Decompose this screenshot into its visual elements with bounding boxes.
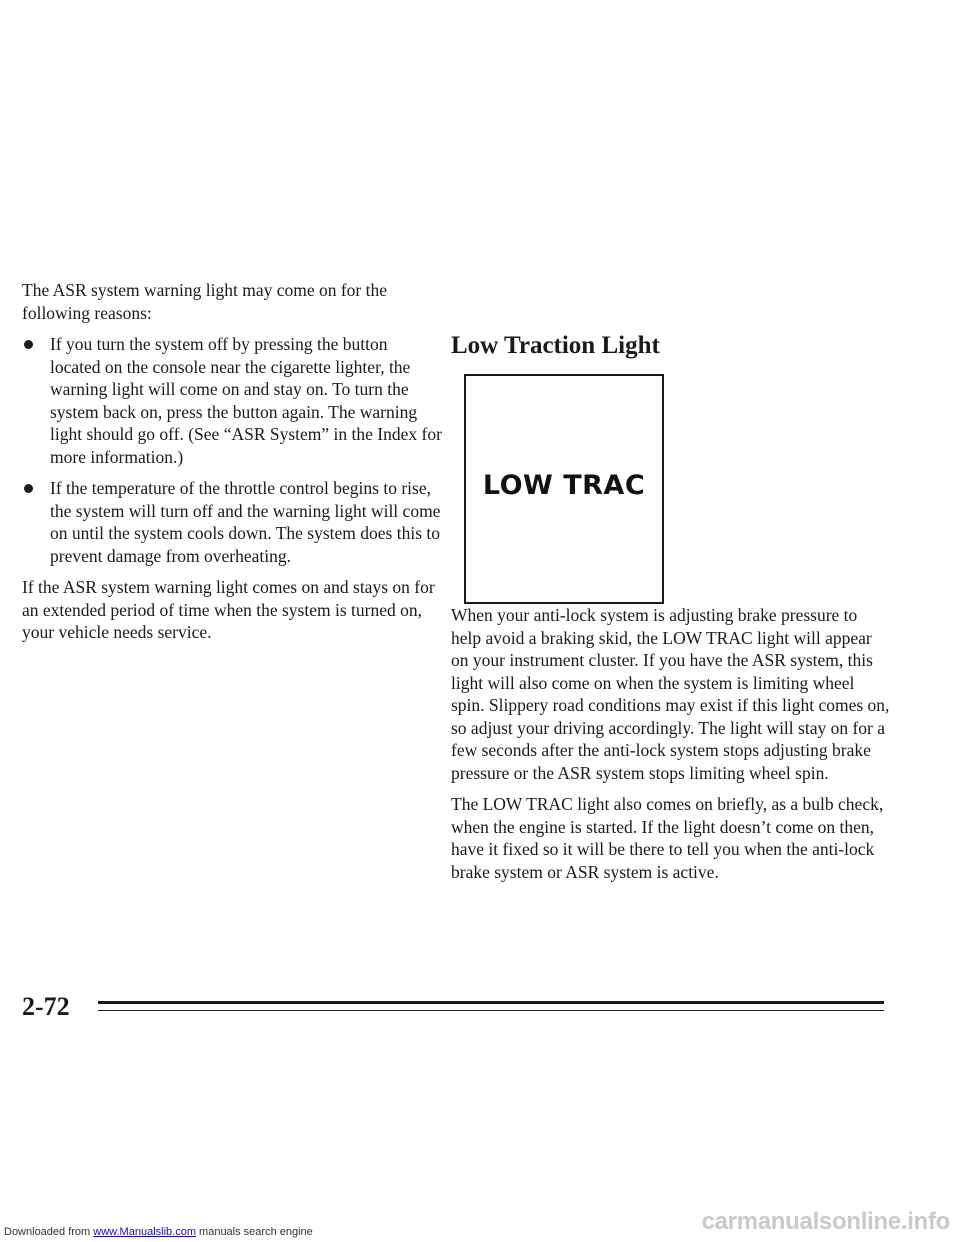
footer-rule: [98, 1001, 884, 1013]
section-title: Low Traction Light: [451, 332, 660, 359]
list-item: [22, 477, 442, 567]
left-column: [22, 279, 442, 644]
bullet-icon: [24, 340, 33, 349]
download-banner: [4, 1226, 313, 1238]
banner-prefix: Downloaded from: [4, 1226, 94, 1238]
reasons-list: [22, 333, 442, 567]
low-trac-indicator-illustration: [464, 374, 664, 604]
intro-paragraph: The ASR system warning light may come on for the following reasons:: [22, 280, 388, 323]
bullet-icon: [24, 484, 33, 493]
watermark: carmanualsonline.info: [701, 1208, 950, 1235]
banner-suffix: manuals search engine: [195, 1226, 313, 1238]
paragraph: The LOW TRAC light also comes on briefly, as a bulb check, when the engine is started. If the light doesn’t come on then, have it fixed so it will be there to tell you when the anti-lock brake system or ASR system is active.: [451, 794, 884, 882]
indicator-label: LOW TRAC: [482, 470, 646, 501]
list-item: [22, 333, 442, 468]
list-item-text: If you turn the system off by pressing the button located on the console near the cigarette lighter, the warning light will come on and stay on. To turn the system back on, press the button again. The warning light should go off. (See “ASR System” in the Index for more information.): [50, 334, 442, 467]
right-column: [451, 331, 891, 882]
body-text: [451, 604, 891, 892]
closing-paragraph: If the ASR system warning light comes on and stays on for an extended period of time when the system is turned on, your vehicle needs service.: [22, 577, 435, 642]
rule-thick-line: [98, 1001, 884, 1004]
manualslib-link[interactable]: www.Manualslib.com: [93, 1226, 196, 1238]
paragraph: When your anti-lock system is adjusting brake pressure to help avoid a braking skid, the LOW TRAC light will appear on your instrument cluster. If you have the ASR system, this light will also come on when the system is limiting wheel spin. Slippery road conditions may exist if this light comes on, so adjust your driving accordingly. The light will stay on for a few seconds after the anti-lock system stops adjusting brake pressure or the ASR system stops limiting wheel spin.: [451, 605, 890, 783]
rule-thin-line: [98, 1010, 884, 1011]
page-number: 2-72: [22, 992, 70, 1021]
list-item-text: If the temperature of the throttle control begins to rise, the system will turn off and the warning light will come on until the system cools down. The system does this to prevent damage from overheating.: [50, 478, 441, 566]
